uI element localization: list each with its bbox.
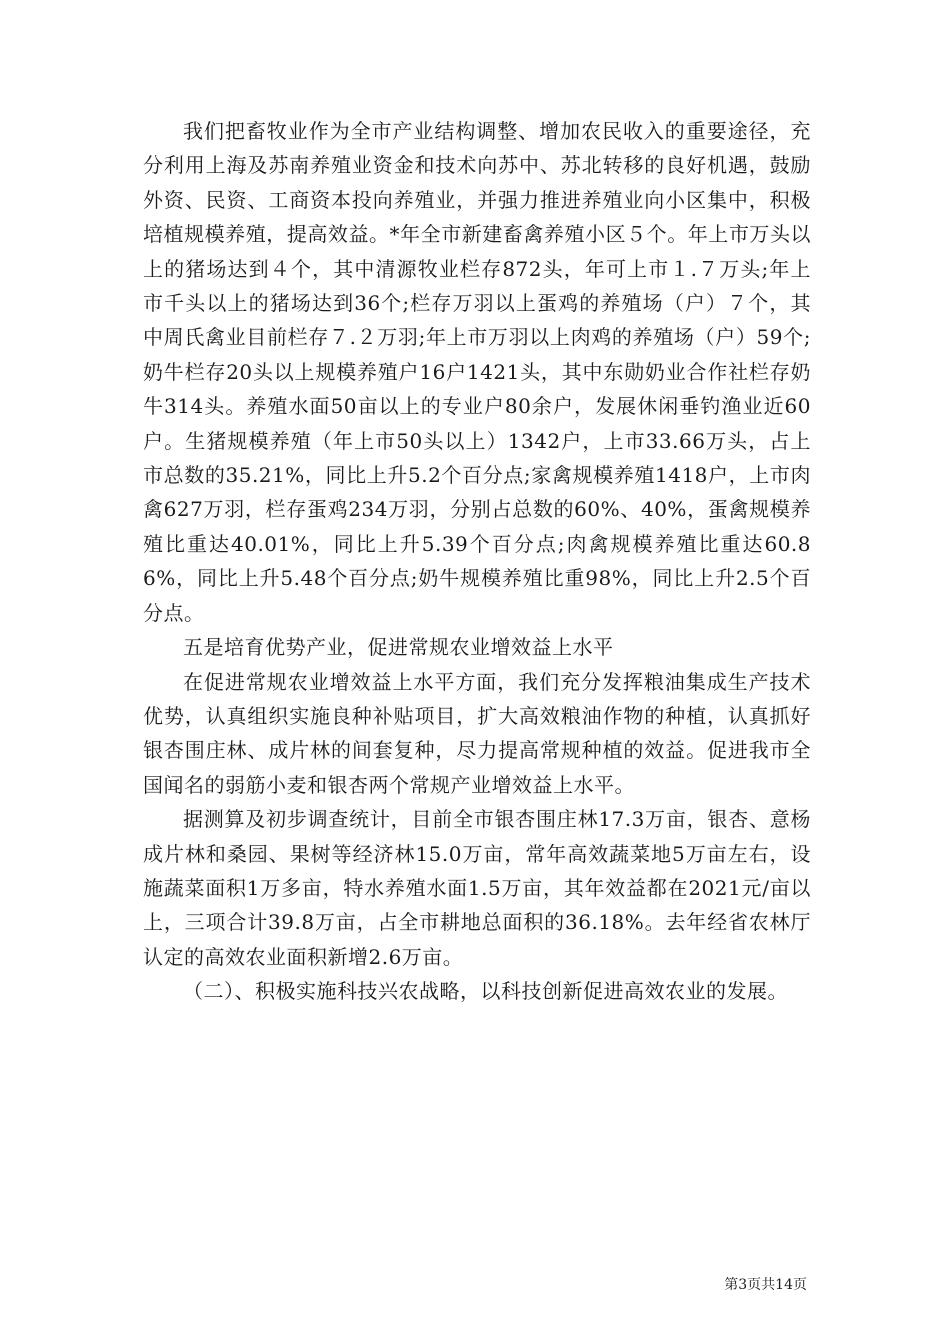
paragraph-statistics: 据测算及初步调查统计，目前全市银杏围庄林17.3万亩，银杏、意杨成片林和桑园、果树等经济林15.0万亩，常年高效蔬菜地5万亩左右，设施蔬菜面积1万多亩，特水养殖水面1.5万亩，其年效益都在2021元/亩以上，三项合计39.8万亩，占全市耕地总面积的36.18%。去年经省农林厅认定的高效农业面积新增2.6万亩。 [143,807,811,969]
paragraph-conventional-agriculture: 在促进常规农业增效益上水平方面，我们充分发挥粮油集成生产技术优势，认真组织实施良种补贴项目，扩大高效粮油作物的种植，认真抓好银杏围庄林、成片林的间套复种，尽力提高常规种植的效益。促进我市全国闻名的弱筋小麦和银杏两个常规产业增效益上水平。 [143,669,811,797]
document-body [143,114,811,1009]
section-heading-two: （二）、积极实施科技兴农战略，以科技创新促进高效农业的发展。 [183,979,788,1004]
section-heading-five: 五是培育优势产业，促进常规农业增效益上水平 [183,635,614,660]
paragraph-livestock: 我们把畜牧业作为全市产业结构调整、增加农民收入的重要途径，充分利用上海及苏南养殖业资金和技术向苏中、苏北转移的良好机遇，鼓励外资、民资、工商资本投向养殖业，并强力推进养殖业向小区集中，积极培植规模养殖，提高效益。*年全市新建畜禽养殖小区５个。年上市万头以上的猪场达到４个，其中清源牧业栏存872头，年可上市１.７万头;年上市千头以上的猪场达到36个;栏存万羽以上蛋鸡的养殖场（户）７个，其中周氏禽业目前栏存７.２万羽;年上市万羽以上肉鸡的养殖场（户）59个;奶牛栏存20头以上规模养殖户16户1421头，其中东勋奶业合作社栏存奶牛314头。养殖水面50亩以上的专业户80余户，发展休闲垂钓渔业近60户。生猪规模养殖（年上市50头以上）1342户，上市33.66万头，占上市总数的35.21%，同比上升5.2个百分点;家禽规模养殖1418户，上市肉禽627万羽，栏存蛋鸡234万羽，分别占总数的60%、40%，蛋禽规模养殖比重达40.01%，同比上升5.39个百分点;肉禽规模养殖比重达60.86%，同比上升5.48个百分点;奶牛规模养殖比重98%，同比上升2.5个百分点。 [143,119,811,625]
page-footer [0,1274,950,1298]
page-number: 第3页共14页 [724,1277,807,1293]
